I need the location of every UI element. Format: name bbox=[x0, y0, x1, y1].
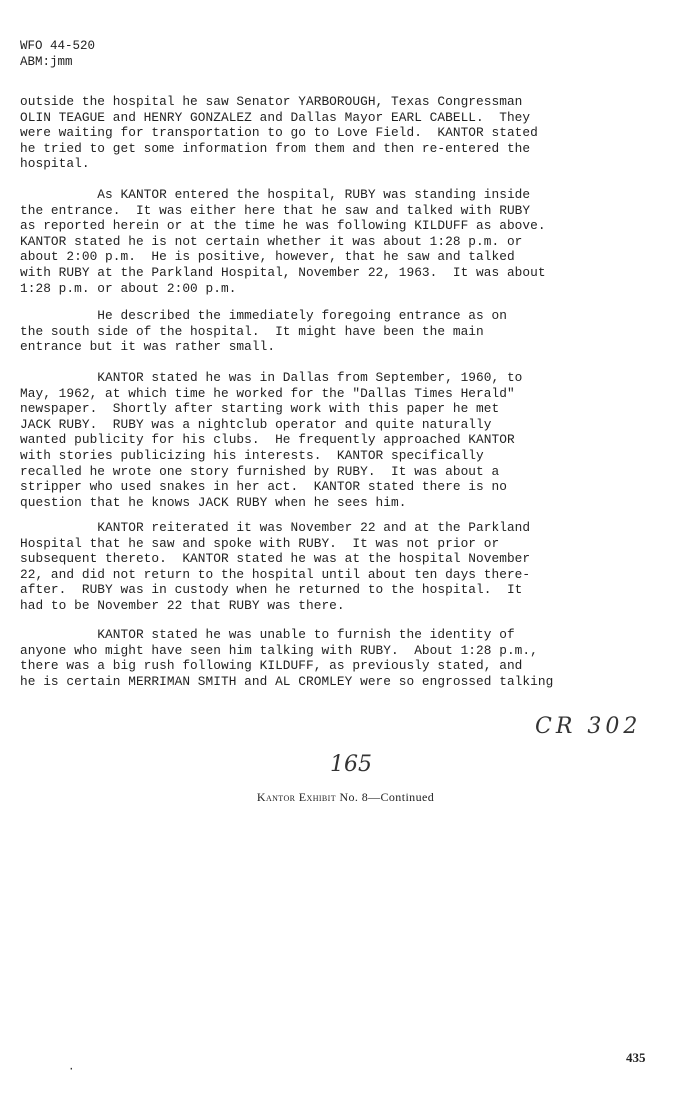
file-header bbox=[20, 38, 95, 70]
paragraph-1: outside the hospital he saw Senator YARBOROUGH, Texas Congressman OLIN TEAGUE and HENRY GONZALEZ and Dallas Mayor EARL CABELL. They were waiting for transportation to go to Love Field. KANTOR stated he tried to get some information from them and then re-entered the hospital. bbox=[20, 94, 538, 172]
exhibit-caption bbox=[0, 790, 691, 805]
paragraph-4: KANTOR stated he was in Dallas from September, 1960, to May, 1962, at which time he worked for the "Dallas Times Herald" newspaper. Shortly after starting work with this paper he met JACK RUBY. RUBY was a nightclub operator and quite naturally wanted publicity for his clubs. He frequently approached KANTOR with stories publicizing his interests. KANTOR specifically recalled he wrote one story furnished by RUBY. It was about a stripper who used snakes in her act. KANTOR stated there is no question that he knows JACK RUBY when he sees him. bbox=[20, 370, 523, 510]
file-number: WFO 44-520 bbox=[20, 39, 96, 53]
paragraph-5: KANTOR reiterated it was November 22 and at the Parkland Hospital that he saw and spoke with RUBY. It was not prior or subsequent thereto. KANTOR stated he was at the hospital November 22, and did not return to the hospital until about ten days there- after. RUBY was in custody when he returned to the hospital. It had to be November 22 that RUBY was there. bbox=[20, 520, 531, 613]
handwritten-cr-number: CR 302 bbox=[535, 714, 642, 739]
stray-mark: · bbox=[68, 1064, 75, 1076]
paragraph-3: He described the immediately foregoing entrance as on the south side of the hospital. It might have been the main entrance but it was rather small. bbox=[20, 308, 507, 355]
caption-rest: No. 8—Continued bbox=[339, 790, 435, 804]
typist-initials: ABM:jmm bbox=[20, 55, 73, 69]
paragraph-6: KANTOR stated he was unable to furnish the identity of anyone who might have seen him talking with RUBY. About 1:28 p.m., there was a big rush following KILDUFF, as previously stated, and he is certain MERRIMAN SMITH and AL CROMLEY were so engrossed talking bbox=[20, 627, 554, 689]
paragraph-2: As KANTOR entered the hospital, RUBY was standing inside the entrance. It was either here that he saw and talked with RUBY as reported herein or at the time he was following KILDUFF as above. KANTOR stated he is not certain whether it was about 1:28 p.m. or about 2:00 p.m. He is positive, however, that he saw and talked with RUBY at the Parkland Hospital, November 22, 1963. It was about 1:28 p.m. or about 2:00 p.m. bbox=[20, 187, 546, 296]
handwritten-page-mark: 165 bbox=[330, 752, 372, 777]
caption-exhibit: Exhibit bbox=[298, 790, 337, 804]
caption-name: Kantor bbox=[256, 790, 296, 804]
page-number: 435 bbox=[626, 1050, 646, 1065]
